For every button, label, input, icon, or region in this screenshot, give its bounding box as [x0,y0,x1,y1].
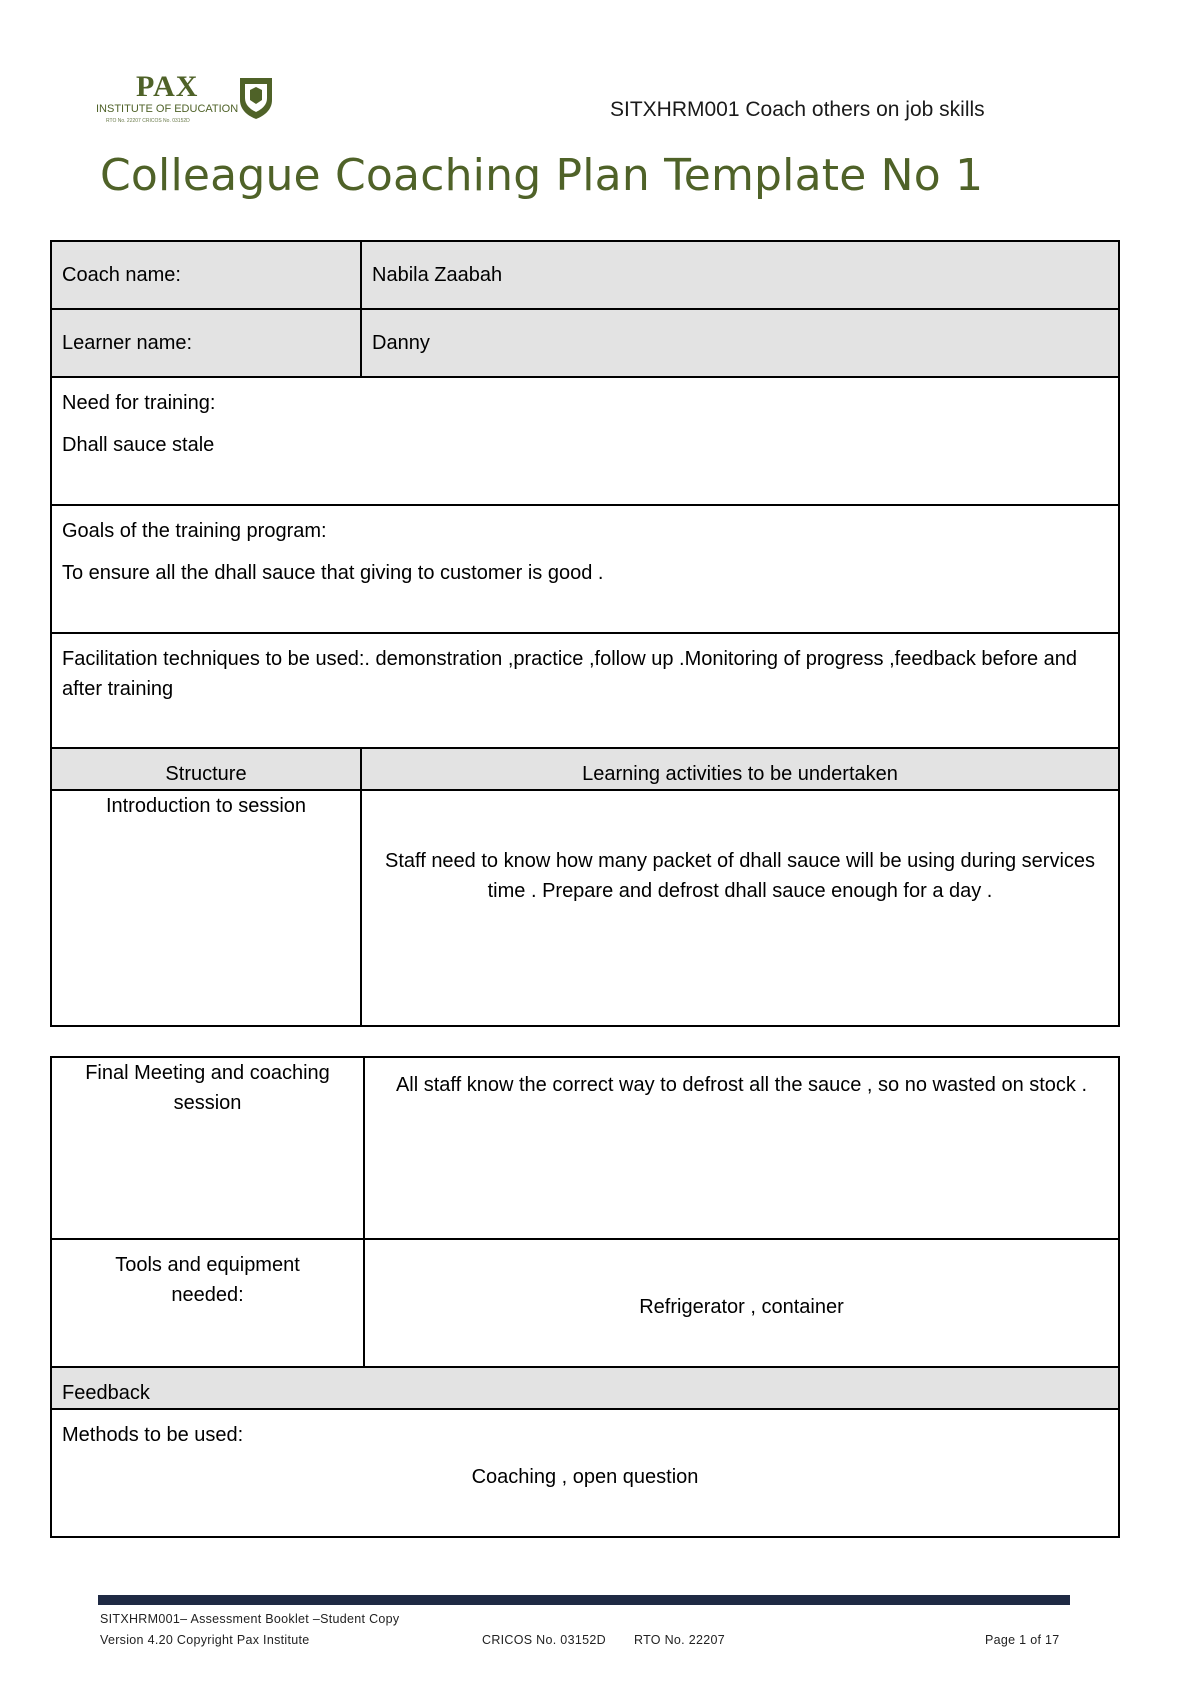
learner-name-label: Learner name: [51,309,361,377]
footer-bar [98,1595,1070,1605]
footer-rto: RTO No. 22207 [634,1633,725,1647]
coaching-plan-table [50,240,1120,1027]
structure-header: Structure [51,748,361,790]
facilitation-row [51,633,1119,748]
footer-version: Version 4.20 Copyright Pax Institute [100,1633,310,1647]
institute-logo [96,72,286,132]
need-label: Need for training: [62,392,216,414]
coaching-plan-table-continued [50,1056,1120,1538]
goals-value: To ensure all the dhall sauce that giving to customer is good . [62,562,604,584]
page-title: Colleague Coaching Plan Template No 1 [100,150,984,201]
introduction-value: Staff need to know how many packet of dhall sauce will be using during services time . Prepare and defrost dhall sauce enough for a day . [361,790,1119,1026]
logo-tiny-text: RTO No. 22207 CRICOS No. 03152D [106,118,190,124]
methods-label: Methods to be used: [62,1424,244,1446]
tools-value: Refrigerator , container [364,1239,1119,1367]
logo-subtitle: INSTITUTE OF EDUCATION [96,103,239,115]
need-row [51,377,1119,505]
facilitation-text: Facilitation techniques to be used:. demonstration ,practice ,follow up .Monitoring of progress ,feedback before and after training [51,633,1119,748]
introduction-row [51,790,1119,1026]
goals-label: Goals of the training program: [62,520,327,542]
structure-header-row [51,748,1119,790]
final-meeting-label: Final Meeting and coaching session [51,1057,364,1239]
footer-cricos: CRICOS No. 03152D [482,1633,606,1647]
goals-row [51,505,1119,633]
coach-row [51,241,1119,309]
methods-cell [51,1409,1119,1537]
learner-name-value: Danny [361,309,1119,377]
tools-row [51,1239,1119,1367]
final-meeting-value: All staff know the correct way to defrost all the sauce , so no wasted on stock . [364,1057,1119,1239]
footer-page-number: Page 1 of 17 [985,1633,1060,1647]
shield-icon [238,76,274,120]
methods-row [51,1409,1119,1537]
coach-name-label: Coach name: [51,241,361,309]
goals-cell [51,505,1119,633]
need-cell [51,377,1119,505]
need-value: Dhall sauce stale [62,434,215,456]
tools-label: Tools and equipment needed: [51,1239,364,1367]
logo-name: PAX [136,70,199,103]
feedback-row [51,1367,1119,1409]
unit-header: SITXHRM001 Coach others on job skills [610,98,985,121]
activities-header: Learning activities to be undertaken [361,748,1119,790]
feedback-label: Feedback [51,1367,1119,1409]
methods-value: Coaching , open question [471,1466,699,1488]
footer-booklet: SITXHRM001– Assessment Booklet –Student Copy [100,1612,400,1626]
learner-row [51,309,1119,377]
coach-name-value: Nabila Zaabah [361,241,1119,309]
final-meeting-row [51,1057,1119,1239]
introduction-label: Introduction to session [51,790,361,1026]
